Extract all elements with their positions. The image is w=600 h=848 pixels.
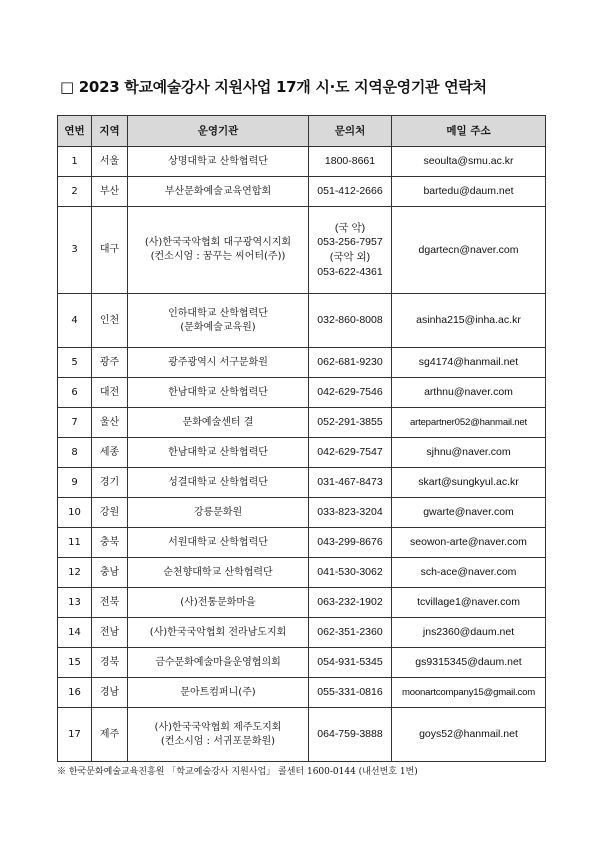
phone-line: 033-823-3204	[317, 506, 383, 519]
page-title: □ 2023 학교예술강사 지원사업 17개 시·도 지역운영기관 연락처	[60, 78, 487, 96]
row-region: 부산	[92, 177, 128, 207]
table-row	[58, 498, 546, 528]
row-region: 대전	[92, 378, 128, 408]
row-number: 6	[58, 378, 92, 408]
table-row	[58, 678, 546, 708]
row-region: 경기	[92, 468, 128, 498]
row-phone	[309, 294, 392, 348]
row-number: 3	[58, 207, 92, 294]
row-number: 10	[58, 498, 92, 528]
table-header-row	[58, 116, 546, 147]
table-row	[58, 528, 546, 558]
row-phone	[309, 648, 392, 678]
org-line: 강릉문화원	[193, 506, 243, 518]
org-line: (컨소시엄 : 꿈꾸는 씨어터(주))	[150, 251, 286, 262]
row-number: 9	[58, 468, 92, 498]
phone-line: 041-530-3062	[317, 566, 383, 579]
phone-line: (국 악)	[334, 221, 366, 234]
row-org	[128, 207, 309, 294]
org-line: 서원대학교 산학협력단	[168, 536, 268, 548]
org-line: (컨소시엄 : 서귀포문화원)	[160, 735, 276, 747]
phone-line: 055-331-0816	[317, 686, 383, 699]
row-number: 2	[58, 177, 92, 207]
table-row	[58, 618, 546, 648]
row-number: 11	[58, 528, 92, 558]
row-org	[128, 177, 309, 207]
row-email: sjhnu@naver.com	[392, 438, 546, 468]
header-email: 메일 주소	[392, 116, 546, 147]
phone-line: 042-629-7547	[317, 446, 383, 459]
row-email: arthnu@naver.com	[392, 378, 546, 408]
table-row	[58, 294, 546, 348]
row-phone	[309, 207, 392, 294]
phone-line: 062-351-2360	[317, 626, 383, 639]
org-line: (문화예술교육원)	[180, 321, 256, 333]
row-email: tcvillage1@naver.com	[392, 588, 546, 618]
phone-line: 064-759-3888	[317, 728, 383, 741]
phone-line: 062-681-9230	[317, 356, 383, 369]
row-org	[128, 408, 309, 438]
row-number: 12	[58, 558, 92, 588]
table-row	[58, 648, 546, 678]
row-number: 14	[58, 618, 92, 648]
org-line: 부산문화예술교육연합회	[164, 185, 272, 197]
contacts-table	[57, 115, 546, 762]
org-line: 상명대학교 산학협력단	[168, 155, 268, 167]
phone-line: 042-629-7546	[317, 386, 383, 399]
footnote: ※ 한국문화예술교육진흥원 「학교예술강사 지원사업」 콜센터 1600-0144 (내선번호 1번)	[57, 767, 418, 777]
row-number: 16	[58, 678, 92, 708]
row-region: 인천	[92, 294, 128, 348]
row-email: dgartecn@naver.com	[392, 207, 546, 294]
row-phone	[309, 618, 392, 648]
org-line: (사)한국국악협회 제주도지회	[154, 721, 282, 733]
row-region: 세종	[92, 438, 128, 468]
org-line: 광주광역시 서구문화원	[168, 356, 268, 368]
row-email: jns2360@daum.net	[392, 618, 546, 648]
row-phone	[309, 588, 392, 618]
row-email: seowon-arte@naver.com	[392, 528, 546, 558]
row-org	[128, 294, 309, 348]
table-row	[58, 708, 546, 762]
phone-line: 051-412-2666	[317, 185, 383, 198]
phone-line: 043-299-8676	[317, 536, 383, 549]
table-row	[58, 588, 546, 618]
row-phone	[309, 678, 392, 708]
phone-line: 1800-8661	[324, 155, 376, 168]
row-number: 15	[58, 648, 92, 678]
table-row	[58, 207, 546, 294]
row-region: 강원	[92, 498, 128, 528]
row-phone	[309, 498, 392, 528]
row-region: 전남	[92, 618, 128, 648]
header-region: 지역	[92, 116, 128, 147]
row-email: gs9315345@daum.net	[392, 648, 546, 678]
org-line: 한남대학교 산학협력단	[168, 446, 268, 458]
phone-line: 031-467-8473	[317, 476, 383, 489]
row-org	[128, 528, 309, 558]
org-line: 성결대학교 산학협력단	[168, 476, 268, 488]
org-line: (사)한국국악협회 전라남도지회	[149, 626, 287, 638]
phone-line: 053-256-7957	[317, 236, 383, 249]
table-row	[58, 558, 546, 588]
phone-line: 054-931-5345	[317, 656, 383, 669]
header-no: 연번	[58, 116, 92, 147]
phone-line: 052-291-3855	[317, 416, 383, 429]
row-org	[128, 498, 309, 528]
org-line: (사)전통문화마을	[180, 596, 256, 608]
row-org	[128, 438, 309, 468]
row-phone	[309, 558, 392, 588]
row-region: 경북	[92, 648, 128, 678]
row-region: 서울	[92, 147, 128, 177]
phone-line: (국악 외)	[329, 251, 371, 263]
table-row	[58, 378, 546, 408]
row-org	[128, 147, 309, 177]
row-region: 충북	[92, 528, 128, 558]
table-row	[58, 348, 546, 378]
row-region: 광주	[92, 348, 128, 378]
row-phone	[309, 348, 392, 378]
header-phone: 문의처	[309, 116, 392, 147]
row-number: 5	[58, 348, 92, 378]
row-number: 7	[58, 408, 92, 438]
row-phone	[309, 468, 392, 498]
table-row	[58, 468, 546, 498]
table-row	[58, 438, 546, 468]
org-line: 인하대학교 산학협력단	[168, 307, 268, 319]
row-region: 전북	[92, 588, 128, 618]
row-email: bartedu@daum.net	[392, 177, 546, 207]
row-org	[128, 588, 309, 618]
row-number: 4	[58, 294, 92, 348]
row-org	[128, 468, 309, 498]
org-line: 한남대학교 산학협력단	[168, 386, 268, 398]
row-email: asinha215@inha.ac.kr	[392, 294, 546, 348]
row-phone	[309, 708, 392, 762]
row-region: 대구	[92, 207, 128, 294]
row-org	[128, 678, 309, 708]
row-email: gwarte@naver.com	[392, 498, 546, 528]
row-number: 8	[58, 438, 92, 468]
row-number: 17	[58, 708, 92, 762]
row-phone	[309, 438, 392, 468]
phone-line: 053-622-4361	[317, 265, 383, 278]
row-email: goys52@hanmail.net	[392, 708, 546, 762]
org-line: 문화예술센터 결	[182, 416, 254, 428]
row-phone	[309, 177, 392, 207]
row-email: artepartner052@hanmail.net	[392, 408, 546, 438]
row-phone	[309, 378, 392, 408]
table-row	[58, 177, 546, 207]
row-region: 울산	[92, 408, 128, 438]
row-phone	[309, 408, 392, 438]
phone-line: 032-860-8008	[317, 314, 383, 327]
row-org	[128, 558, 309, 588]
org-line: 금수문화예술마을운영협의회	[155, 656, 281, 668]
table-row	[58, 147, 546, 177]
header-org: 운영기관	[128, 116, 309, 147]
row-region: 충남	[92, 558, 128, 588]
row-org	[128, 348, 309, 378]
org-line: 문아트컴퍼니(주)	[180, 686, 256, 698]
row-phone	[309, 528, 392, 558]
row-email: moonartcompany15@gmail.com	[392, 678, 546, 708]
row-email: seoulta@smu.ac.kr	[392, 147, 546, 177]
table-row	[58, 408, 546, 438]
row-region: 경남	[92, 678, 128, 708]
row-phone	[309, 147, 392, 177]
row-email: skart@sungkyul.ac.kr	[392, 468, 546, 498]
row-number: 1	[58, 147, 92, 177]
row-number: 13	[58, 588, 92, 618]
phone-line: 063-232-1902	[317, 596, 383, 609]
org-line: (사)한국국악협회 대구광역시지회	[144, 237, 292, 248]
row-org	[128, 648, 309, 678]
row-org	[128, 378, 309, 408]
org-line: 순천향대학교 산학협력단	[163, 566, 273, 578]
row-region: 제주	[92, 708, 128, 762]
row-org	[128, 618, 309, 648]
row-email: sch-ace@naver.com	[392, 558, 546, 588]
row-org	[128, 708, 309, 762]
row-email: sg4174@hanmail.net	[392, 348, 546, 378]
